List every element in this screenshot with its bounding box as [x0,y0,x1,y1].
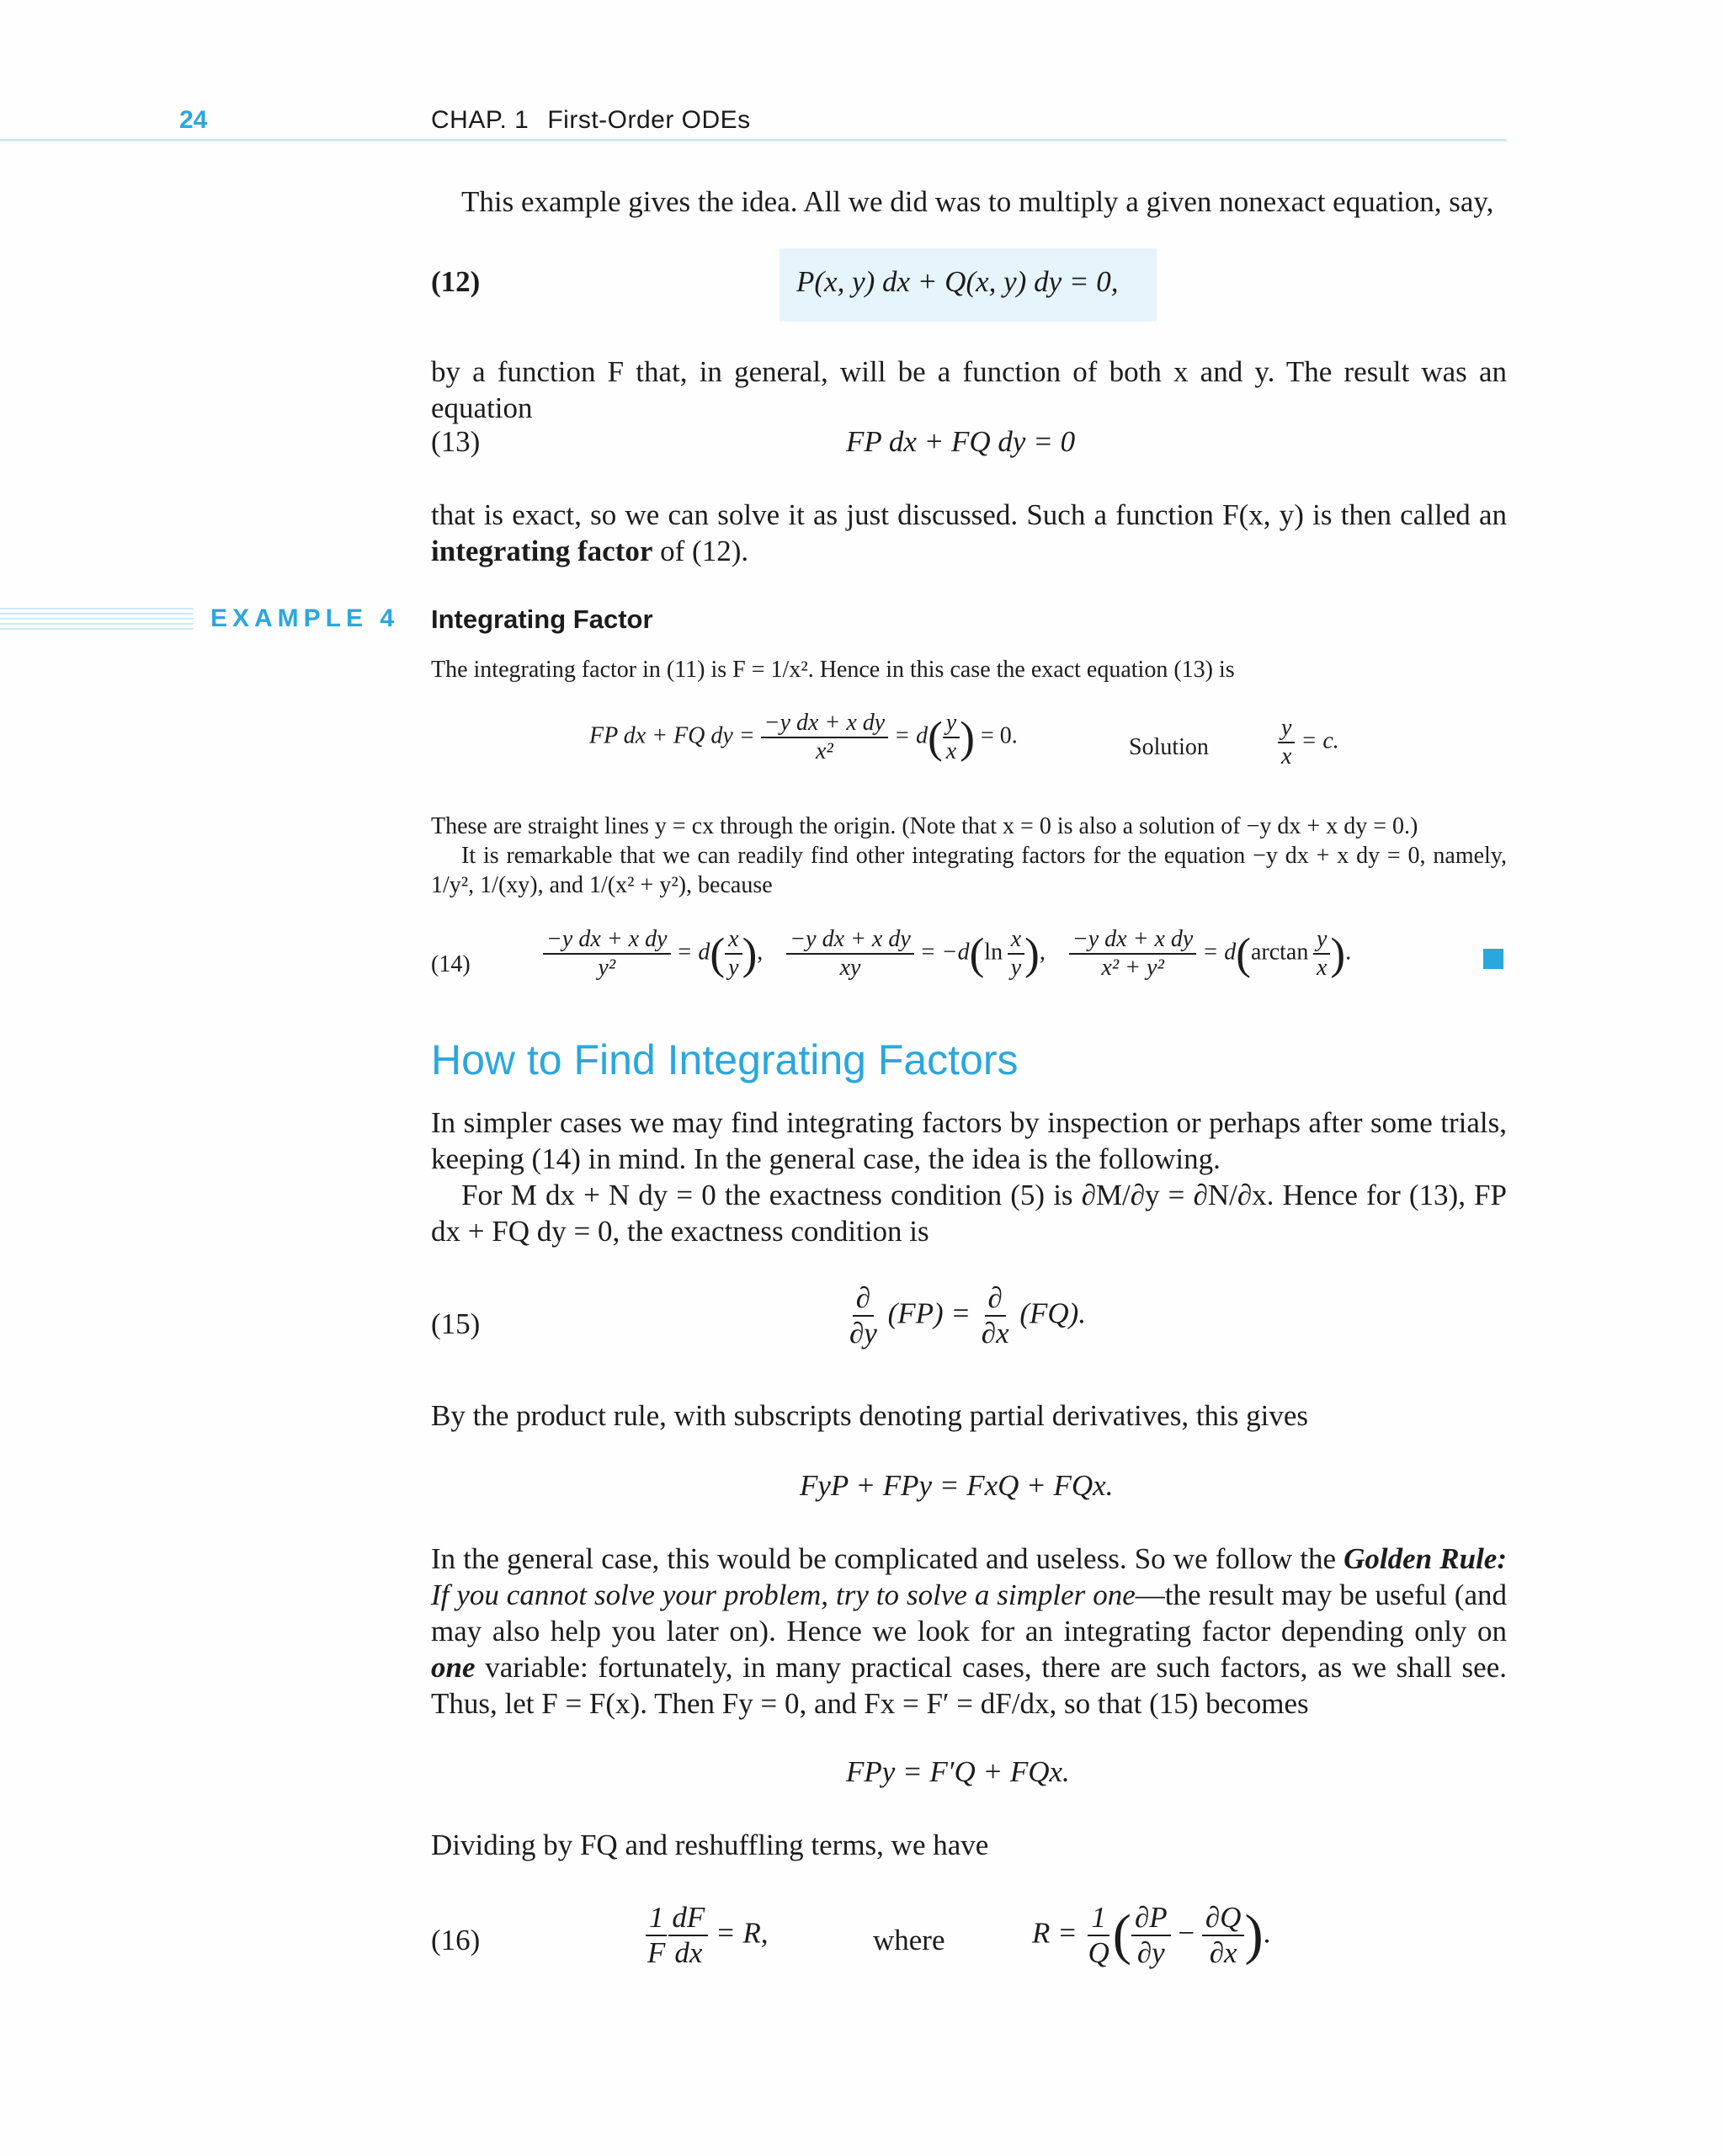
example-equation: FP dx + FQ dy = $\frac{\text{−y dx + x dy}}{\text{x²}}$ = d( $\frac{y}{x}$ ) = 0. [589,710,1018,765]
paragraph-after-eq12: by a function F that, in general, will be a function of both x and y. The result was an equation [431,355,1507,424]
running-head [431,106,751,135]
golden-rule-term: Golden Rule: [1344,1542,1507,1575]
equation-14: $\frac{\text{−y dx + x dy}}{\text{y²}}$ = d( $\frac{x}{y}$ ), $\frac{\text{−y dx + x dy}}{xy}$ = −d(ln $\frac{x}{y}$ ), $\frac{\text{−y dx + x dy}}{\text{x² + y²}}$ = d(arctan $\frac{y}{x}$ ). [543,926,1351,982]
section-heading: How to Find Integrating Factors [431,1036,1019,1083]
equation-label-14: (14) [431,951,471,977]
example-note: These are straight lines y = cx through the origin. (Note that x = 0 is also a solution of −y dx + x dy = 0.) [431,813,1418,839]
product-rule-equation: FyP + FPy = FxQ + FQx. [800,1469,1114,1502]
solution-label: Solution [1129,734,1209,760]
section-paragraph-1: In simpler cases we may find integrating factors by inspection or perhaps after some trials, keeping (14) in mind. In the general case, the idea is the following. [431,1106,1507,1175]
chapter-title: First-Order ODEs [547,106,751,134]
equation-12: P(x, y) dx + Q(x, y) dy = 0, [796,265,1119,298]
equation-15: $\frac{\partial}{\partial y}$ (FP) = $\frac{\partial}{\partial x}$ (FQ). [849,1281,1087,1350]
header-rule [0,139,1507,141]
example-marker-lines [0,608,194,630]
fpy-equation: FPy = F′Q + FQx. [846,1755,1070,1788]
end-of-example-mark [1483,949,1503,969]
example-label: EXAMPLE 4 [210,604,400,632]
chapter-label: CHAP. 1 [431,106,529,134]
equation-label-12: (12) [431,265,481,298]
term-integrating-factor: integrating factor [431,535,653,567]
equation-label-15: (15) [431,1307,481,1340]
equation-13: FP dx + FQ dy = 0 [846,425,1076,458]
golden-rule-paragraph: In the general case, this would be complicated and useless. So we follow the Golden Rule: If you cannot solve your problem, try to solve a simpler one—the result may be useful (and may also help you later on). Hence we look for an integrating factor depending only on one variable: fortunately, in many practical cases, there are such factors, as we shall see. Thus, let F = F(x). Then Fy = 0, and Fx = F′ = dF/dx, so that (15) becomes [431,1542,1507,1720]
example-intro: The integrating factor in (11) is F = 1/x². Hence in this case the exact equation (13) is [431,657,1235,683]
equation-label-13: (13) [431,425,481,458]
paragraph-integrating-factor-definition: that is exact, so we can solve it as just discussed. Such a function F(x, y) is then called an integrating factor of (12). [431,498,1507,567]
example-title: Integrating Factor [431,604,653,634]
example-remark: It is remarkable that we can readily find other integrating factors for the equation −y dx + x dy = 0, namely, 1/y², 1/(xy), and 1/(x² + y²), because [431,843,1507,898]
equation-16-where: where [873,1924,945,1956]
equation-16-right: R = $\frac{1}{Q}$ ( $\frac{\partial P}{\partial y}$ − $\frac{\partial Q}{\partial x}$ ). [1032,1901,1271,1970]
example-fraction: $\frac{\text{−y dx + x dy}}{\text{x²}}$ [761,710,889,765]
intro-paragraph: This example gives the idea. All we did was to multiply a given nonexact equation, say, [461,185,1494,218]
solution-equation: $\frac{y}{x}$ = c. [1278,715,1339,770]
dividing-paragraph: Dividing by FQ and reshuffling terms, we have [431,1829,989,1861]
section-paragraph-2: For M dx + N dy = 0 the exactness condition (5) is ∂M/∂y = ∂N/∂x. Hence for (13), FP dx + FQ dy = 0, the exactness condition is [431,1179,1507,1248]
product-rule-paragraph: By the product rule, with subscripts denoting partial derivatives, this gives [431,1399,1309,1432]
page-number: 24 [179,106,208,134]
equation-label-16: (16) [431,1924,481,1956]
equation-16-left: $\frac{1}{F}$ $\frac{dF}{dx}$ = R, [644,1901,769,1971]
